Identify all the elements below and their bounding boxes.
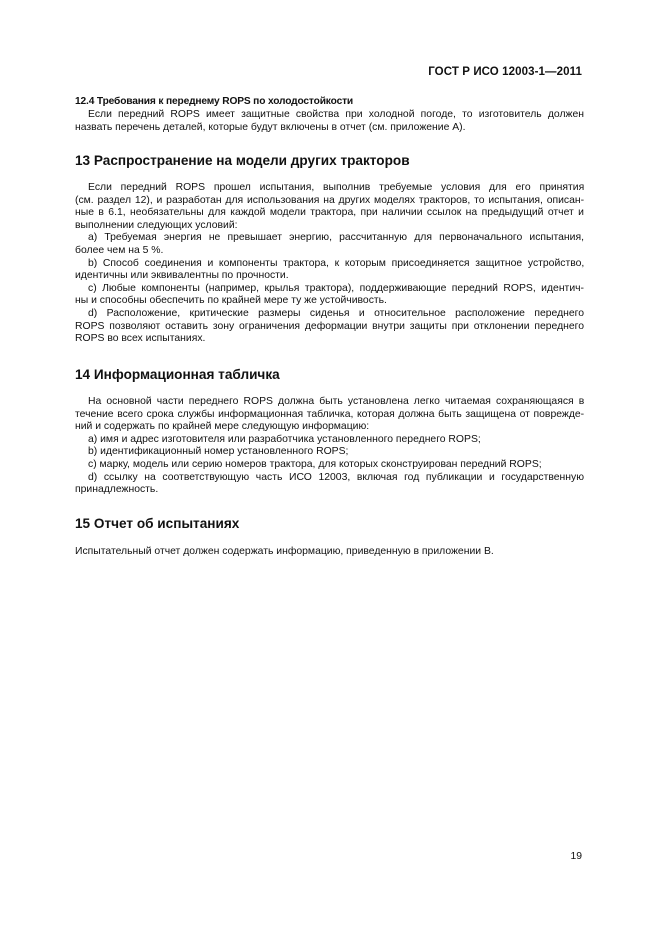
section-title-13: 13 Распространение на модели других тракторов <box>75 153 410 168</box>
text-line: течение всего срока службы информационная табличка, которая должна быть защищена от поврежде- <box>75 408 585 420</box>
text-line: Если передний ROPS прошел испытания, выполнив требуемые условия для его принятия <box>88 182 585 193</box>
text-line: более чем на 5 %. <box>75 244 164 256</box>
paragraph-15 <box>75 546 584 559</box>
text-line: На основной части переднего ROPS должна быть установлена легко читаемая сохраняющаяся в <box>88 396 585 407</box>
section-title-14: 14 Информационная табличка <box>75 367 280 382</box>
text-line: (см. раздел 12), и разработан для использования на других моделях тракторов, то испытания, описан- <box>75 194 585 206</box>
list-item-b: b) идентификационный номер установленного ROPS; <box>88 446 349 458</box>
text-line: ний и содержать по крайней мере следующую информацию: <box>75 421 370 433</box>
section-title-15: 15 Отчет об испытаниях <box>75 516 240 531</box>
text-line: ROPS во всех испытаниях. <box>75 333 206 345</box>
text-line: принадлежность. <box>75 484 159 496</box>
list-item-a: а) имя и адрес изготовителя или разработчика установленного переднего ROPS; <box>88 433 481 445</box>
document-code-header: ГОСТ Р ИСО 12003-1—2011 <box>428 66 582 78</box>
text-line: назвать перечень деталей, которые будут включены в отчет (см. приложение А). <box>75 121 466 133</box>
list-item-d: d) ссылку на соответствующую часть ИСО 12003, включая год публикации и государственную <box>88 471 584 483</box>
list-item-d: d) Расположение, критические размеры сиденья и относительное расположение переднего <box>88 307 585 319</box>
list-item-b: b) Способ соединения и компоненты трактора, к которым присоединяется защитное устройство, <box>88 257 585 269</box>
list-item-a: а) Требуемая энергия не превышает энергию, рассчитанную для первоначального испытания, <box>88 232 584 244</box>
text-line: ные в 6.1, необязательны для каждой модели трактора, при наличии ссылок на предыдущий отчет и <box>75 207 584 219</box>
text-line: Если передний ROPS имеет защитные свойства при холодной погоде, то изготовитель должен <box>88 109 584 120</box>
text-line: идентичны или эквивалентны по прочности. <box>75 270 289 282</box>
list-item-c: c) марку, модель или серию номеров трактора, для которых сконструирован передний ROPS; <box>88 458 542 470</box>
paragraph-14 <box>75 396 584 497</box>
subsection-title-12-4: 12.4 Требования к переднему ROPS по холодостойкости <box>75 96 354 107</box>
paragraph-13 <box>75 182 584 346</box>
paragraph-12-4 <box>75 109 584 134</box>
text-line: ны и способны обеспечить по крайней мере ту же устойчивость. <box>75 295 387 307</box>
text-line: ROPS позволяют оставить зону ограничения деформации внутри защиты при отклонении переднего <box>75 320 584 332</box>
text-line: выполнении следующих условий: <box>75 219 238 231</box>
page-number: 19 <box>570 851 582 862</box>
text-line: Испытательный отчет должен содержать информацию, приведенную в приложении В. <box>75 546 494 557</box>
list-item-c: c) Любые компоненты (например, крылья трактора), поддерживающие передний ROPS, идентич- <box>88 282 584 294</box>
